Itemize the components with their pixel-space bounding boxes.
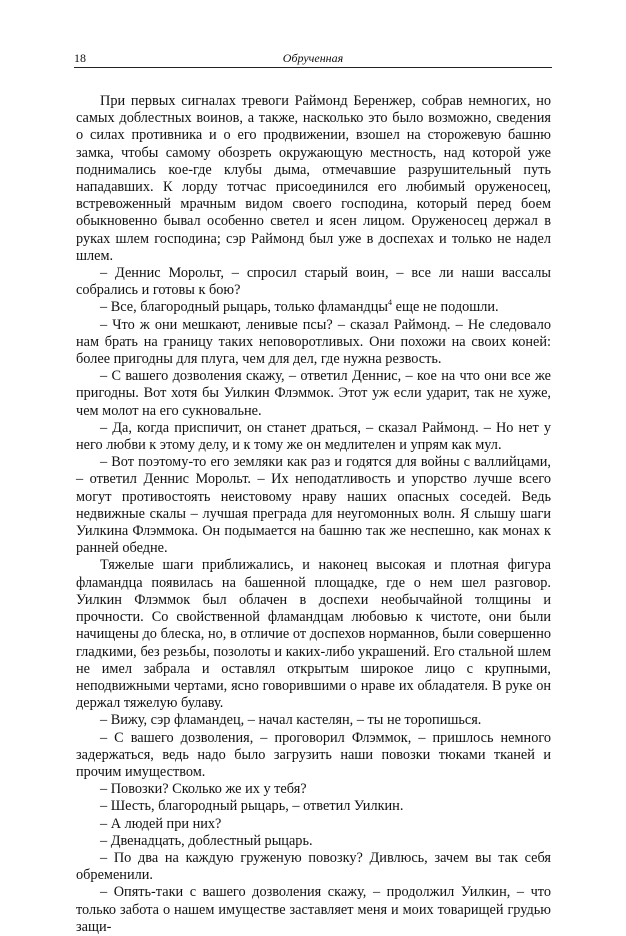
paragraph-text: – По два на каждую груженую повозку? Дивлюсь, зачем вы так себя обременили. bbox=[76, 849, 551, 884]
paragraph-text: – А людей при них? bbox=[100, 815, 222, 832]
header-rule bbox=[74, 67, 552, 68]
paragraph-text-continued: еще не подошли. bbox=[392, 299, 499, 316]
footnote-marker: 4 bbox=[388, 298, 393, 308]
running-title: Обрученная bbox=[282, 51, 344, 65]
paragraph bbox=[76, 299, 551, 316]
paragraph bbox=[76, 454, 551, 557]
paragraph-text: – Все, благородный рыцарь, только фламандцы bbox=[100, 299, 389, 316]
page-body bbox=[76, 93, 551, 936]
paragraph-text: – Повозки? Сколько же их у тебя? bbox=[100, 781, 307, 798]
paragraph bbox=[76, 798, 551, 815]
paragraph bbox=[76, 368, 551, 420]
paragraph bbox=[76, 420, 551, 454]
paragraph bbox=[76, 557, 551, 712]
paragraph bbox=[76, 816, 551, 833]
page-header bbox=[74, 50, 552, 70]
paragraph bbox=[76, 884, 551, 936]
paragraph bbox=[76, 850, 551, 884]
paragraph-text: – Двенадцать, доблестный рыцарь. bbox=[100, 832, 313, 849]
paragraph bbox=[76, 93, 551, 265]
paragraph-text: При первых сигналах тревоги Раймонд Беренжер, собрав немногих, но самых доблестных воинов, а также, насколько это было возможно, сведения о силах противника и о его продвижении, взошел на сторожевую башню замка, чтобы самому обозреть окружающую местность, над которой уже поднимались кое-где клубы дыма, отмечавшие разрушительный путь нападавших. К лорду тотчас присоединился его любимый оруженосец, встревоженный мрачным видом своего господина, который перед боем обыкновенно бывал особенно светел и ясен лицом. Оруженосец держал в руках шлем господина; сэр Раймонд был уже в доспехах и только не надел шлем. bbox=[76, 93, 551, 264]
paragraph bbox=[76, 730, 551, 782]
paragraph bbox=[76, 833, 551, 850]
paragraph-text: – Да, когда приспичит, он станет драться, – сказал Раймонд. – Но нет у него любви к этому делу, и к тому же он медлителен и упрям как мул. bbox=[76, 419, 551, 454]
paragraph-text: – Что ж они мешкают, ленивые псы? – сказал Раймонд. – Не следовало нам брать на границу таких неповоротливых. Они похожи на своих коней: более пригодны для плуга, чем для дел, где нужна резвость. bbox=[76, 316, 551, 368]
paragraph-text: – Шесть, благородный рыцарь, – ответил Уилкин. bbox=[100, 798, 404, 815]
paragraph bbox=[76, 265, 551, 299]
paragraph bbox=[76, 317, 551, 369]
paragraph-text: – С вашего дозволения, – проговорил Флэммок, – пришлось немного задержаться, ведь надо было загрузить наши повозки тюками тканей и прочим имуществом. bbox=[76, 729, 551, 780]
page-number: 18 bbox=[74, 51, 86, 65]
paragraph-text: Тяжелые шаги приближались, и наконец высокая и плотная фигура фламандца появилась на башенной площадке, где о нем шел разговор. Уилкин Флэммок был облачен в доспехи необычайной толщины и прочности. Со свойственной фламандцам любовью к чистоте, они были начищены до блеска, но, в отличие от доспехов норманнов, были совершенно гладкими, без резьбы, позолоты и каких-либо украшений. Его стальной шлем не имел забрала и оставлял открытым широкое лицо с крупными, неподвижными чертами, ясно говорившими о нраве их обладателя. В руке он держал тяжелую булаву. bbox=[76, 557, 551, 712]
paragraph-text: – Опять-таки с вашего дозволения скажу, – продолжил Уилкин, – что только забота о нашем имуществе заставляет меня и моих товарищей грудью защи- bbox=[76, 884, 551, 935]
paragraph-text: – Деннис Морольт, – спросил старый воин, – все ли наши вассалы собрались и готовы к бою? bbox=[76, 265, 551, 299]
paragraph-text: – Вижу, сэр фламандец, – начал кастелян, – ты не торопишься. bbox=[100, 712, 482, 729]
paragraph bbox=[76, 781, 551, 798]
paragraph-text: – Вот поэтому-то его земляки как раз и годятся для войны с валлийцами, – ответил Деннис Морольт. – Их неподатливость и упорство лучше всего могут противостоять неистовому нраву наших опасных соседей. Ведь недвижные скалы – лучшая преграда для неугомонных волн. Я слышу шаги Уилкина Флэммока. Он подымается на башню так же неспешно, как монах к ранней обедне. bbox=[76, 454, 551, 557]
paragraph-text: – С вашего дозволения скажу, – ответил Деннис, – кое на что они все же пригодны. Вот хотя бы Уилкин Флэммок. Этот уж если ударит, так не хуже, чем молот на его сукновальне. bbox=[76, 368, 551, 419]
paragraph bbox=[76, 712, 551, 729]
